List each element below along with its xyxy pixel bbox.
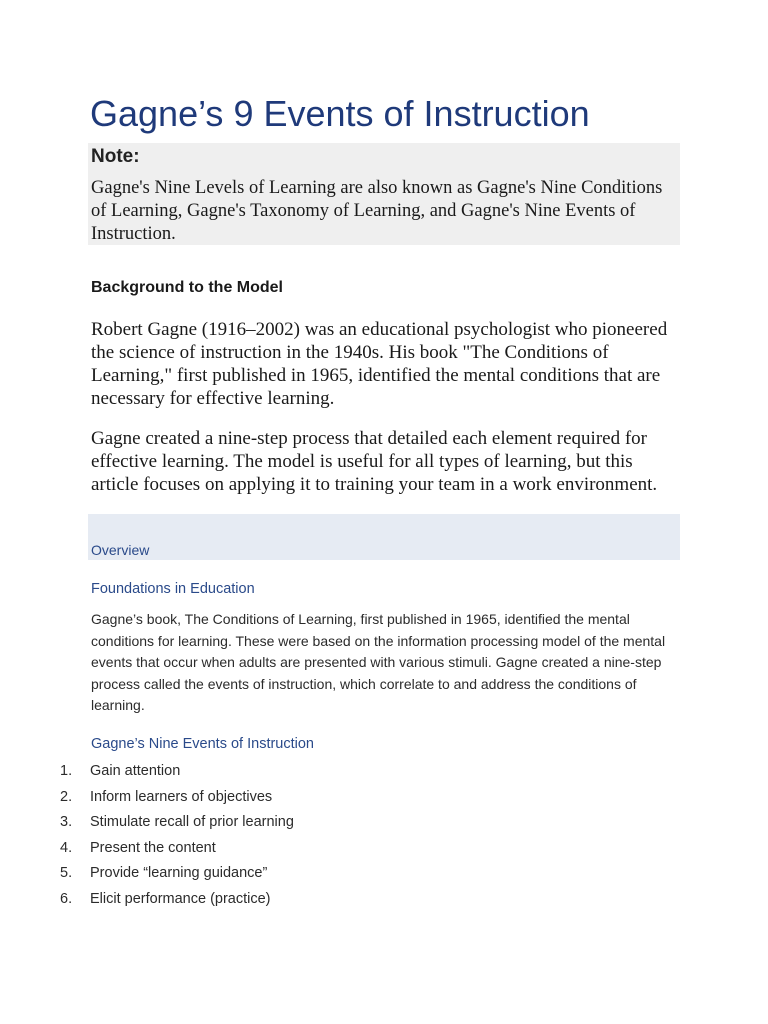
note-text: Gagne's Nine Levels of Learning are also known as Gagne's Nine Conditions of Learning, Gagne's Taxonomy of Learning, and Gagne's Nine Events of Instruction. xyxy=(91,178,663,244)
list-number: 5. xyxy=(60,865,73,881)
list-item xyxy=(60,811,294,837)
list-item-text: Elicit performance (practice) xyxy=(90,890,271,907)
events-list xyxy=(60,760,294,913)
overview-section-bar xyxy=(88,514,680,560)
list-item xyxy=(60,760,294,786)
list-number: 3. xyxy=(60,814,73,830)
foundations-heading: Foundations in Education xyxy=(91,581,255,597)
list-item-text: Gain attention xyxy=(90,763,181,779)
list-item-text: Stimulate recall of prior learning xyxy=(90,814,294,830)
note-label: Note: xyxy=(91,146,140,167)
list-item-text: Provide “learning guidance” xyxy=(90,865,268,881)
list-number: 2. xyxy=(60,788,73,805)
list-item-text: Inform learners of objectives xyxy=(90,788,273,805)
overview-label: Overview xyxy=(91,542,150,558)
list-item xyxy=(60,888,294,914)
background-paragraph-1: Robert Gagne (1916–2002) was an educational psychologist who pioneered the science of instruction in the 1940s. His book "The Conditions of Learning," first published in 1965, identified the mental conditions that are necessary for effective learning. xyxy=(91,319,668,409)
nine-events-heading: Gagne’s Nine Events of Instruction xyxy=(91,736,314,752)
list-number: 6. xyxy=(60,890,73,907)
background-paragraph-2: Gagne created a nine-step process that detailed each element required for effective learning. The model is useful for all types of learning, but this article focuses on applying it to training your team in a work environment. xyxy=(91,428,658,495)
list-item xyxy=(60,862,294,888)
list-number: 4. xyxy=(60,839,73,856)
list-item xyxy=(60,786,294,812)
list-item-text: Present the content xyxy=(90,839,216,856)
foundations-paragraph: Gagne’s book, The Conditions of Learning, first published in 1965, identified the mental conditions for learning. These were based on the information processing model of the mental events that occur when adults are presented with various stimuli. Gagne created a nine-step process called the events of instruction, which correlate to and address the conditions of learning. xyxy=(91,611,666,714)
background-heading: Background to the Model xyxy=(91,279,283,296)
note-box xyxy=(88,143,680,245)
list-number: 1. xyxy=(60,763,73,779)
page-title: Gagne’s 9 Events of Instruction xyxy=(90,93,590,134)
list-item xyxy=(60,837,294,863)
